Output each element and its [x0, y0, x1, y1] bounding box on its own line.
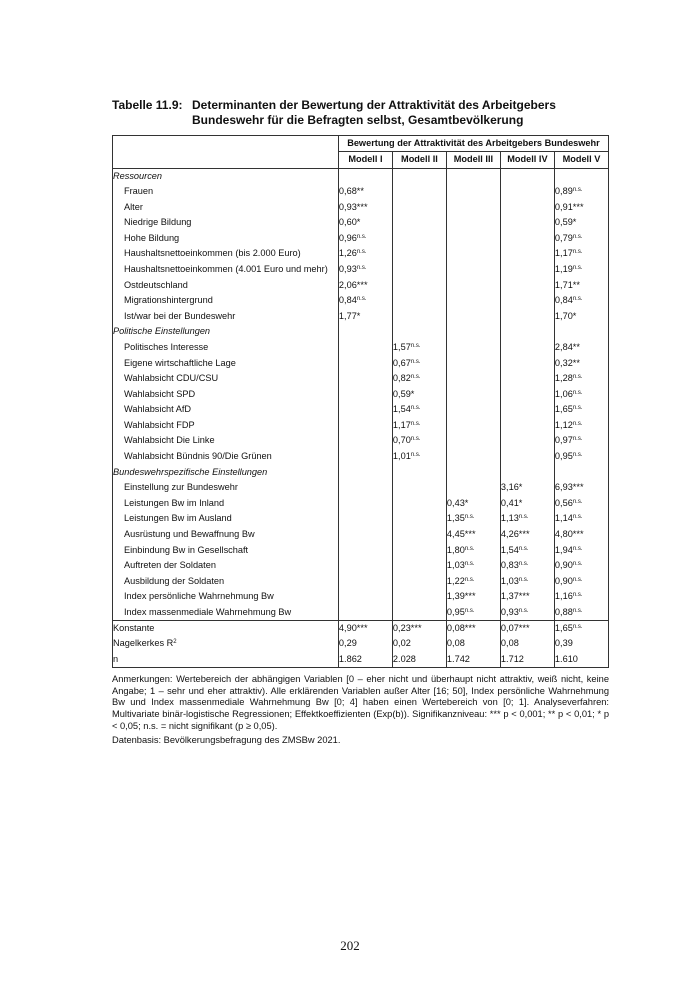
cell-model-4: 1,37*** [500, 589, 554, 605]
cell-model-5: $1,17^{n.s.}$ [554, 246, 608, 262]
cell-model-3 [446, 324, 500, 340]
cell-model-4 [500, 230, 554, 246]
cell-model-4 [500, 371, 554, 387]
row-label: Wahlabsicht SPD [113, 386, 339, 402]
table-row [113, 386, 609, 402]
table-row [113, 464, 609, 480]
cell-model-1: 0,93*** [338, 199, 392, 215]
row-label: Migrationshintergrund [113, 293, 339, 309]
cell-model-4 [500, 449, 554, 465]
cell-model-4 [500, 246, 554, 262]
cell-model-5: $1,65^{n.s.}$ [554, 620, 608, 636]
cell-model-1 [338, 168, 392, 184]
cell-model-1: 1,77* [338, 308, 392, 324]
cell-model-3 [446, 230, 500, 246]
cell-model-5: 6,93*** [554, 480, 608, 496]
cell-model-1 [338, 449, 392, 465]
section-label: Politische Einstellungen [113, 324, 339, 340]
cell-model-1: $0,84^{n.s.}$ [338, 293, 392, 309]
cell-model-5 [554, 168, 608, 184]
cell-model-5: $0,89^{n.s.}$ [554, 184, 608, 200]
cell-model-4: 0,08 [500, 636, 554, 652]
cell-model-4 [500, 324, 554, 340]
row-label: Haushaltsnettoeinkommen (4.001 Euro und mehr) [113, 262, 339, 278]
regression-table [112, 135, 609, 668]
cell-model-3: 1.742 [446, 652, 500, 668]
cell-model-5: $0,95^{n.s.}$ [554, 449, 608, 465]
row-label: Einstellung zur Bundeswehr [113, 480, 339, 496]
cell-model-1 [338, 589, 392, 605]
row-label: Haushaltsnettoeinkommen (bis 2.000 Euro) [113, 246, 339, 262]
cell-model-5: $0,97^{n.s.}$ [554, 433, 608, 449]
cell-model-3 [446, 449, 500, 465]
table-row [113, 480, 609, 496]
table-row [113, 418, 609, 434]
row-label: Leistungen Bw im Ausland [113, 511, 339, 527]
cell-model-1: 1.862 [338, 652, 392, 668]
cell-model-4: 0,41* [500, 496, 554, 512]
cell-model-3: $1,80^{n.s.}$ [446, 542, 500, 558]
cell-model-4: 3,16* [500, 480, 554, 496]
table-row [113, 589, 609, 605]
cell-model-4: $0,93^{n.s.}$ [500, 605, 554, 621]
row-label: Index persönliche Wahrnehmung Bw [113, 589, 339, 605]
row-label: Wahlabsicht CDU/CSU [113, 371, 339, 387]
cell-model-4: 0,07*** [500, 620, 554, 636]
cell-model-4: $1,13^{n.s.}$ [500, 511, 554, 527]
table-row [113, 558, 609, 574]
cell-model-5: 0,59* [554, 215, 608, 231]
cell-model-3 [446, 418, 500, 434]
cell-model-3 [446, 246, 500, 262]
cell-model-1: 2,06*** [338, 277, 392, 293]
cell-model-5: 0,91*** [554, 199, 608, 215]
model-header-3: Modell III [446, 151, 500, 168]
cell-model-5: 1,70* [554, 308, 608, 324]
model-header-5: Modell V [554, 151, 608, 168]
row-label: Ist/war bei der Bundeswehr [113, 308, 339, 324]
cell-model-4 [500, 340, 554, 356]
cell-model-3: 0,43* [446, 496, 500, 512]
cell-model-1 [338, 340, 392, 356]
table-row [113, 402, 609, 418]
cell-model-3 [446, 277, 500, 293]
cell-model-1: 0,29 [338, 636, 392, 652]
cell-model-4 [500, 199, 554, 215]
cell-model-4 [500, 215, 554, 231]
table-row [113, 527, 609, 543]
cell-model-5: $0,56^{n.s.}$ [554, 496, 608, 512]
cell-model-2 [392, 262, 446, 278]
cell-model-3 [446, 168, 500, 184]
cell-model-2: $1,17^{n.s.}$ [392, 418, 446, 434]
table-row [113, 168, 609, 184]
cell-model-1: $1,26^{n.s.}$ [338, 246, 392, 262]
header-empty-cell [113, 136, 339, 169]
cell-model-2 [392, 293, 446, 309]
cell-model-3: $1,22^{n.s.}$ [446, 574, 500, 590]
cell-model-3: $1,03^{n.s.}$ [446, 558, 500, 574]
cell-model-5 [554, 324, 608, 340]
cell-model-2 [392, 542, 446, 558]
row-label: Politisches Interesse [113, 340, 339, 356]
cell-model-2: $0,67^{n.s.}$ [392, 355, 446, 371]
cell-model-1 [338, 542, 392, 558]
cell-model-2 [392, 246, 446, 262]
table-row [113, 230, 609, 246]
cell-model-3: 0,08 [446, 636, 500, 652]
cell-model-4 [500, 418, 554, 434]
model-header-1: Modell I [338, 151, 392, 168]
cell-model-1: $0,93^{n.s.}$ [338, 262, 392, 278]
table-row [113, 449, 609, 465]
cell-model-5: $1,19^{n.s.}$ [554, 262, 608, 278]
cell-model-1 [338, 605, 392, 621]
cell-model-2 [392, 496, 446, 512]
cell-model-5: $1,14^{n.s.}$ [554, 511, 608, 527]
cell-model-5: $1,16^{n.s.}$ [554, 589, 608, 605]
row-label: n [113, 652, 339, 668]
cell-model-1 [338, 464, 392, 480]
model-header-4: Modell IV [500, 151, 554, 168]
cell-model-2 [392, 574, 446, 590]
table-row [113, 511, 609, 527]
cell-model-4 [500, 184, 554, 200]
cell-model-3: $1,35^{n.s.}$ [446, 511, 500, 527]
cell-model-2 [392, 308, 446, 324]
cell-model-3 [446, 386, 500, 402]
cell-model-5 [554, 464, 608, 480]
cell-model-5: $0,79^{n.s.}$ [554, 230, 608, 246]
cell-model-3: 0,08*** [446, 620, 500, 636]
cell-model-4: $0,83^{n.s.}$ [500, 558, 554, 574]
row-label: Nagelkerkes $R^2$ [113, 636, 339, 652]
data-source: Datenbasis: Bevölkerungsbefragung des ZMSBw 2021. [112, 735, 341, 745]
cell-model-3 [446, 402, 500, 418]
cell-model-5: $0,90^{n.s.}$ [554, 558, 608, 574]
cell-model-5: 2,84** [554, 340, 608, 356]
cell-model-5: $0,88^{n.s.}$ [554, 605, 608, 621]
row-label: Wahlabsicht Bündnis 90/Die Grünen [113, 449, 339, 465]
cell-model-1 [338, 418, 392, 434]
cell-model-5: $0,84^{n.s.}$ [554, 293, 608, 309]
cell-model-1: 0,68** [338, 184, 392, 200]
row-label: Niedrige Bildung [113, 215, 339, 231]
row-label: Ausrüstung und Bewaffnung Bw [113, 527, 339, 543]
cell-model-2 [392, 324, 446, 340]
table-row [113, 308, 609, 324]
table-row [113, 215, 609, 231]
table-row [113, 355, 609, 371]
cell-model-3 [446, 184, 500, 200]
row-label: Konstante [113, 620, 339, 636]
cell-model-2: $0,82^{n.s.}$ [392, 371, 446, 387]
cell-model-3 [446, 480, 500, 496]
row-label: Wahlabsicht FDP [113, 418, 339, 434]
cell-model-2 [392, 589, 446, 605]
cell-model-3: 4,45*** [446, 527, 500, 543]
cell-model-5: $1,12^{n.s.}$ [554, 418, 608, 434]
cell-model-1 [338, 402, 392, 418]
cell-model-2 [392, 215, 446, 231]
row-label: Wahlabsicht Die Linke [113, 433, 339, 449]
page-number: 202 [340, 938, 360, 953]
cell-model-4 [500, 433, 554, 449]
cell-model-1 [338, 574, 392, 590]
cell-model-2 [392, 605, 446, 621]
cell-model-3 [446, 464, 500, 480]
row-label: Wahlabsicht AfD [113, 402, 339, 418]
row-label: Leistungen Bw im Inland [113, 496, 339, 512]
cell-model-1 [338, 386, 392, 402]
cell-model-3: 1,39*** [446, 589, 500, 605]
cell-model-1: 0,60* [338, 215, 392, 231]
cell-model-4 [500, 402, 554, 418]
cell-model-5: 0,32** [554, 355, 608, 371]
cell-model-1 [338, 324, 392, 340]
cell-model-4: 4,26*** [500, 527, 554, 543]
table-row [113, 293, 609, 309]
caption-title: Determinanten der Bewertung der Attraktivität des Arbeitgebers Bundeswehr für die Befragten selbst, Gesamtbevölkerung [192, 98, 556, 127]
cell-model-5: $1,94^{n.s.}$ [554, 542, 608, 558]
cell-model-4 [500, 464, 554, 480]
table-row [113, 433, 609, 449]
table-row [113, 184, 609, 200]
row-label: Eigene wirtschaftliche Lage [113, 355, 339, 371]
group-header: Bewertung der Attraktivität des Arbeitgebers Bundeswehr [338, 136, 608, 152]
cell-model-2 [392, 277, 446, 293]
stats-row [113, 620, 609, 636]
cell-model-1: $0,96^{n.s.}$ [338, 230, 392, 246]
cell-model-5: 1,71** [554, 277, 608, 293]
cell-model-2: 0,02 [392, 636, 446, 652]
table-row [113, 371, 609, 387]
row-label: Auftreten der Soldaten [113, 558, 339, 574]
cell-model-3 [446, 199, 500, 215]
table-row [113, 340, 609, 356]
table-row [113, 324, 609, 340]
cell-model-2: $0,70^{n.s.}$ [392, 433, 446, 449]
cell-model-4 [500, 308, 554, 324]
cell-model-2: $1,57^{n.s.}$ [392, 340, 446, 356]
cell-model-3 [446, 308, 500, 324]
cell-model-3 [446, 215, 500, 231]
cell-model-4 [500, 386, 554, 402]
cell-model-3 [446, 262, 500, 278]
cell-model-2 [392, 480, 446, 496]
cell-model-2 [392, 184, 446, 200]
cell-model-4 [500, 262, 554, 278]
cell-model-5: $0,90^{n.s.}$ [554, 574, 608, 590]
caption-label: Tabelle 11.9: [112, 98, 183, 112]
cell-model-5: 0,39 [554, 636, 608, 652]
stats-row [113, 652, 609, 668]
cell-model-3 [446, 340, 500, 356]
table-notes: Anmerkungen: Wertebereich der abhängigen Variablen [0 – eher nicht und überhaupt nicht attraktiv, weiß nicht, keine Angabe; 1 – sehr und eher attraktiv). Alle erklärenden Variablen außer Alter [16; 50], Index persönliche Wahrnehmung Bw und Index massenmediale Wahrnehmung Bw [0; 4] haben einen Wertebereich von [0; 1]. Analyseverfahren: Multivariate binär-logistische Regressionen; Effektkoeffizienten (Exp(b)). Signifikanzniveau: *** p < 0,001; ** p < 0,01; * p < 0,05; n.s. = nicht signifikant (p ≥ 0,05). [112, 674, 609, 731]
cell-model-4: $1,03^{n.s.}$ [500, 574, 554, 590]
stats-row [113, 636, 609, 652]
cell-model-2 [392, 527, 446, 543]
cell-model-1 [338, 355, 392, 371]
cell-model-1 [338, 433, 392, 449]
cell-model-5: $1,06^{n.s.}$ [554, 386, 608, 402]
row-label: Ausbildung der Soldaten [113, 574, 339, 590]
cell-model-4 [500, 277, 554, 293]
cell-model-4: 1.712 [500, 652, 554, 668]
cell-model-2 [392, 511, 446, 527]
cell-model-3 [446, 433, 500, 449]
cell-model-1 [338, 480, 392, 496]
table-row [113, 199, 609, 215]
section-label: Ressourcen [113, 168, 339, 184]
cell-model-2: 0,59* [392, 386, 446, 402]
table-row [113, 246, 609, 262]
table-row [113, 542, 609, 558]
row-label: Hohe Bildung [113, 230, 339, 246]
cell-model-2 [392, 168, 446, 184]
cell-model-3 [446, 371, 500, 387]
section-label: Bundeswehrspezifische Einstellungen [113, 464, 339, 480]
cell-model-5: 4,80*** [554, 527, 608, 543]
row-label: Alter [113, 199, 339, 215]
model-header-2: Modell II [392, 151, 446, 168]
cell-model-1 [338, 371, 392, 387]
cell-model-1 [338, 496, 392, 512]
cell-model-1: 4,90*** [338, 620, 392, 636]
cell-model-1 [338, 511, 392, 527]
table-row [113, 262, 609, 278]
cell-model-5: $1,65^{n.s.}$ [554, 402, 608, 418]
cell-model-4: $1,54^{n.s.}$ [500, 542, 554, 558]
cell-model-1 [338, 527, 392, 543]
row-label: Index massenmediale Wahrnehmung Bw [113, 605, 339, 621]
cell-model-2 [392, 464, 446, 480]
cell-model-2 [392, 199, 446, 215]
cell-model-1 [338, 558, 392, 574]
row-label: Frauen [113, 184, 339, 200]
cell-model-5: $1,28^{n.s.}$ [554, 371, 608, 387]
table-row [113, 574, 609, 590]
row-label: Einbindung Bw in Gesellschaft [113, 542, 339, 558]
cell-model-4 [500, 168, 554, 184]
row-label: Ostdeutschland [113, 277, 339, 293]
cell-model-4 [500, 355, 554, 371]
cell-model-3 [446, 355, 500, 371]
cell-model-5: 1.610 [554, 652, 608, 668]
cell-model-3 [446, 293, 500, 309]
cell-model-2: 0,23*** [392, 620, 446, 636]
table-row [113, 277, 609, 293]
cell-model-2 [392, 230, 446, 246]
table-row [113, 496, 609, 512]
cell-model-2: 2.028 [392, 652, 446, 668]
cell-model-2: $1,54^{n.s.}$ [392, 402, 446, 418]
cell-model-2: $1,01^{n.s.}$ [392, 449, 446, 465]
cell-model-3: $0,95^{n.s.}$ [446, 605, 500, 621]
table-row [113, 605, 609, 621]
cell-model-4 [500, 293, 554, 309]
cell-model-2 [392, 558, 446, 574]
